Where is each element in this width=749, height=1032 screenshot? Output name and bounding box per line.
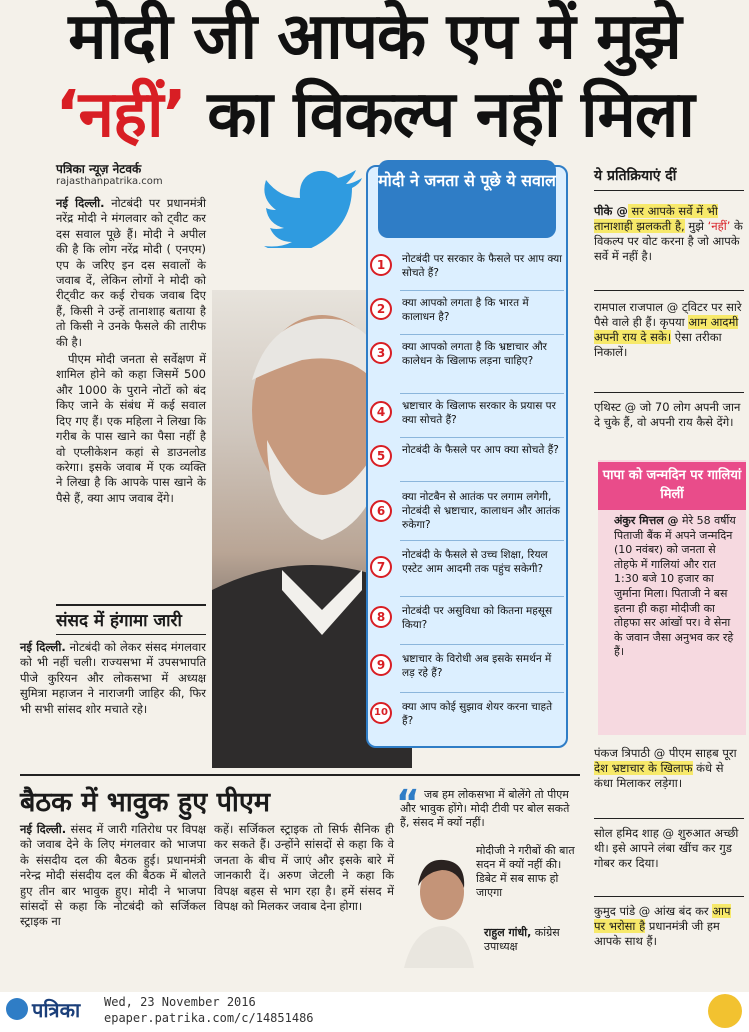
divider — [594, 290, 744, 291]
byline-site: rajasthanpatrika.com — [56, 176, 163, 187]
footer-date: Wed, 23 November 2016 — [104, 995, 256, 1009]
divider — [400, 540, 564, 541]
divider — [594, 818, 744, 819]
divider — [594, 392, 744, 393]
reaction-2: रामपाल राजपाल @ ट्विटर पर सारे पैसे वाले ही हैं। कृपया आम आदमी अपनी राय दे सके। ऐसा तरीका निकालें। — [594, 300, 742, 359]
divider — [400, 481, 564, 482]
left-p2: पीएम मोदी जनता से सर्वेक्षण में शामिल होने को कहा जिसमें 500 और 1000 के पुराने नोटों को बंद किए जाने के संबंध में कई सवाल दिए गए हैं। एक महिला ने लिखा कि गरीब के पास खाने का पैसा नहीं है वो एप्लीकेशन कहां से डाउनलोड करेगा। इसके जवाब में एक व्यक्ति ने लिखा है कि आपके पास खाने के पैसे हैं, क्या आप जवाब देंगे। — [56, 352, 206, 505]
divider — [400, 644, 564, 645]
left-subhead: संसद में हंगामा जारी — [56, 611, 182, 631]
headline-line2-rest: का विकल्प नहीं मिला — [185, 78, 694, 152]
divider — [594, 896, 744, 897]
quote-icon: “ — [396, 783, 420, 824]
right-column-head: ये प्रतिक्रियाएं दीं — [594, 168, 677, 184]
divider — [400, 596, 564, 597]
divider — [400, 692, 564, 693]
pink-box-head: पापा को जन्मदिन पर गालियां मिलीं — [598, 462, 746, 510]
rahul-attribution: राहुल गांधी, कांग्रेस उपाध्यक्ष — [484, 926, 560, 953]
rahul-quote-2: मोदीजी ने गरीबों की बात सदन में क्यों नहीं की। डिबेट में सब साफ हो जाएगा — [476, 844, 575, 899]
reaction-3: एथिस्ट @ जो 70 लोग अपनी जान दे चुके हैं, वो अपनी राय कैसे देंगे। — [594, 400, 741, 429]
rahul-photo — [404, 848, 474, 968]
footer-url[interactable]: epaper.patrika.com/c/14851486 — [104, 1011, 314, 1025]
divider — [594, 190, 744, 191]
reaction-4: अंकुर मित्तल @ मेरे 58 वर्षीय पिताजी बैंक में अपने जन्मदिन (10 नवंबर) को जनता से तोहफे में गालियां और रात 1:30 बजे 10 हजार का जुर्माना मिला। पिताजी ने बस इतना ही कहा मोदीजी का तोहफा सर आंखों पर। वे सेना के जवान जैसा अनुभव कर रहे हैं। — [614, 514, 736, 659]
bottom-col2: कहें। सर्जिकल स्ट्राइक तो सिर्फ सैनिक ही कर सकते हैं। उन्होंने सांसदों से कहा कि वे जनता के बीच में जाएं और इसके बारे में जानकारी दें। अरुण जेटली ने कहा कि विपक्ष बहस से भाग रहा है। हमें संसद में विपक्ष को मिलकर जवाब देना होगा। — [214, 822, 394, 914]
bottom-headline: बैठक में भावुक हुए पीएम — [20, 787, 270, 818]
divider — [400, 437, 564, 438]
reaction-1: पीके @ सर आपके सर्वे में भी तानाशाही झलकती है, मुझे ‘नहीं’ के विकल्प पर वोट करना है जो आपके सर्वे में नहीं है। — [594, 204, 743, 263]
byline-agency: पत्रिका न्यूज़ नेटवर्क — [56, 162, 142, 176]
bottom-col1: नई दिल्ली. संसद में जारी गतिरोध पर विपक्ष को जवाब देने के लिए मंगलवार को भाजपा के संसदीय दल की बैठक हुई। प्रधानमंत्री नरेन्द्र मोदी संसदीय दल की बैठक में बोलते हुए तीन बार भावुक हुए। मोदी ने भाजपा सांसदों से कहा कि नोटबंदी को सर्जिकल स्ट्राइक ना — [20, 822, 206, 929]
questions-title: मोदी ने जनता से पूछे ये सवाल — [378, 160, 556, 238]
footer — [0, 992, 749, 1032]
owl-mascot-icon — [708, 994, 742, 1028]
left-p3: नई दिल्ली. नोटबंदी को लेकर संसद मंगलवार को भी नहीं चली। राज्यसभा में उपसभापति पीजे कुरियन और लोकसभा में अध्यक्ष सुमित्रा महाजन ने नाराजगी जाहिर की, फिर भी सभी सांसद शोर मचाते रहे। — [20, 640, 206, 716]
patrika-logo: पत्रिका — [32, 998, 81, 1022]
divider — [400, 393, 564, 394]
reaction-6: सोल हमिद शाह @ शुरुआत अच्छी थी। इसे आपने लंबा खींच कर गुड गोबर कर दिया। — [594, 826, 739, 870]
divider — [400, 290, 564, 291]
left-article — [56, 196, 206, 506]
divider — [56, 634, 206, 635]
left-p1: नई दिल्ली. नोटबंदी पर प्रधानमंत्री नरेंद्र मोदी ने मंगलवार को ट्वीट कर दस सवाल पूछे हैं। मोदी ने अपील की है कि लोग नरेंद्र मोदी ( एनएम) एप के जरिए इन दस सवालों के जवाब दें, लेकिन लोगों ने मोदी को रीट्वीट कर कई रोचक जवाब दिए हैं, किसी ने उन्हें तानाशाह बताया है तो किसी ने उनके फैसले की तारीफ की है। — [56, 196, 206, 349]
divider — [400, 334, 564, 335]
rahul-quote-1: जब हम लोकसभा में बोलेंगे तो पीएम और भावुक होंगे। मोदी टीवी पर बोल सकते हैं, संसद में क्यों नहीं। — [400, 788, 570, 829]
reaction-5: पंकज त्रिपाठी @ पीएम साहब पूरा देश भ्रष्टाचार के खिलाफ कंधे से कंधा मिलाकर लड़ेगा। — [594, 746, 737, 790]
reaction-7: कुमुद पांडे @ आंख बंद कर आप पर भरोसा है प्रधानमंत्री जी हम आपके साथ हैं। — [594, 904, 731, 948]
twitter-bird-icon — [262, 168, 366, 248]
headline-line1: मोदी जी आपके एप में मुझे — [68, 0, 681, 74]
patrika-logo-icon — [6, 998, 28, 1020]
divider — [20, 774, 580, 776]
headline-red-word: ‘नहीं’ — [55, 78, 186, 152]
divider — [56, 604, 206, 606]
headline-line2 — [0, 78, 749, 152]
